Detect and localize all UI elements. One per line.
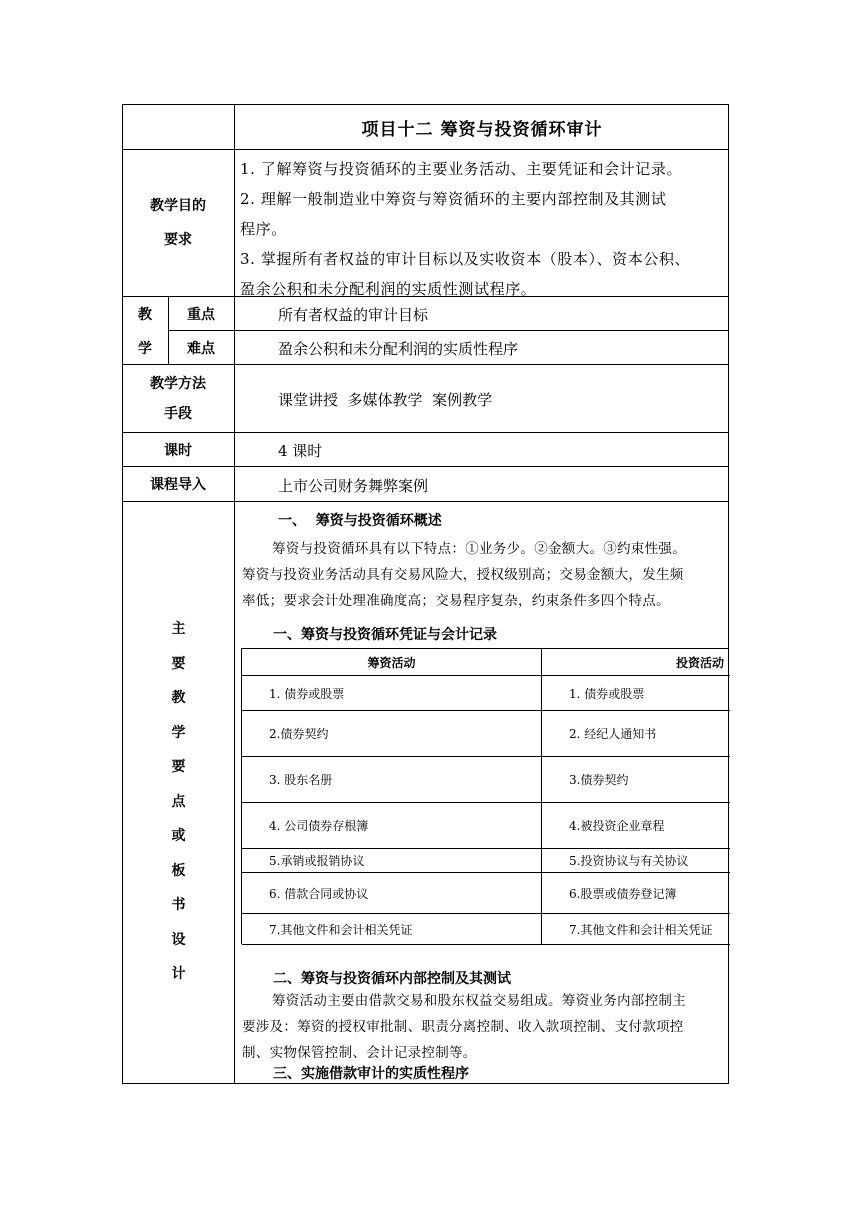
goal-line: 3. 掌握所有者权益的审计目标以及实收资本（股本）、资本公积、 — [240, 250, 691, 268]
difficulty-label: 难点 — [187, 340, 215, 357]
method-label-line2: 手段 — [164, 405, 192, 422]
section-heading: 一、 筹资与投资循环概述 — [278, 513, 442, 529]
main-label-char: 教 — [171, 690, 186, 706]
table-cell: 6.股票或债券登记簿 — [569, 886, 677, 901]
vouchers-table — [241, 648, 729, 944]
paragraph-line: 要涉及：筹资的授权审批制、职责分离控制、收入款项控制、支付款项控 — [242, 1019, 684, 1035]
main-label-char: 设 — [171, 931, 186, 948]
section-paragraph — [242, 536, 726, 614]
goal-line: 盈余公积和未分配利润的实质性测试程序。 — [240, 280, 537, 298]
main-points-label — [122, 612, 235, 992]
key-point-value: 所有者权益的审计目标 — [278, 306, 429, 324]
section-heading: 一、筹资与投资循环凭证与会计记录 — [273, 627, 497, 643]
hours-label: 课时 — [164, 442, 192, 459]
goal-line: 1. 了解筹资与投资循环的主要业务活动、主要凭证和会计记录。 — [240, 160, 683, 178]
goals-label-line2: 要求 — [164, 232, 192, 248]
table-cell: 3. 股东名册 — [269, 773, 333, 787]
main-label-char: 主 — [171, 621, 186, 637]
table-cell: 1. 债券或股票 — [569, 686, 645, 701]
intro-label: 课程导入 — [150, 477, 206, 493]
intro-value: 上市公司财务舞弊案例 — [278, 477, 429, 495]
main-label-char: 要 — [171, 655, 186, 672]
section-paragraph — [242, 988, 726, 1066]
row-divider — [168, 330, 729, 331]
goals-label-line1: 教学目的 — [150, 198, 206, 214]
main-label-char: 板 — [171, 862, 186, 879]
table-cell: 2. 经纪人通知书 — [569, 727, 657, 741]
paragraph-line: 筹资活动主要由借款交易和股东权益交易组成。筹资业务内部控制主 — [272, 993, 686, 1009]
table-cell: 5.投资协议与有关协议 — [569, 854, 689, 868]
main-label-char: 学 — [171, 724, 186, 741]
table-cell: 2.债券契约 — [269, 727, 329, 741]
table-cell: 7.其他文件和会计相关凭证 — [569, 922, 713, 937]
goals-label — [122, 150, 234, 296]
table-cell: 7.其他文件和会计相关凭证 — [269, 922, 413, 937]
table-cell: 5.承销或报销协议 — [269, 854, 365, 868]
section-heading: 二、筹资与投资循环内部控制及其测试 — [273, 971, 511, 987]
row-divider — [122, 501, 729, 502]
paragraph-line: 筹资与投资业务活动具有交易风险大，授权级别高；交易金额大，发生频 — [242, 567, 684, 583]
goal-line: 程序。 — [240, 220, 287, 238]
table-row-divider — [242, 944, 730, 945]
page-title: 项目十二 筹资与投资循环审计 — [361, 119, 603, 140]
paragraph-line: 率低；要求会计处理准确度高；交易程序复杂，约束条件多四个特点。 — [242, 593, 670, 609]
main-label-char: 书 — [171, 897, 186, 913]
table-header: 投资活动 — [675, 655, 724, 670]
teaching-label-top: 教 — [138, 306, 152, 323]
section-heading: 三、实施借款审计的实质性程序 — [273, 1066, 469, 1082]
table-cell: 6. 借款合同或协议 — [269, 886, 369, 901]
hours-value: 4 课时 — [278, 442, 323, 460]
table-column-divider — [541, 649, 542, 945]
table-cell: 4. 公司债券存根簿 — [269, 819, 369, 833]
goals-list — [240, 154, 724, 304]
table-cell: 4.被投资企业章程 — [569, 819, 665, 833]
table-header: 筹资活动 — [367, 655, 416, 670]
main-label-char: 计 — [171, 966, 186, 982]
goal-line: 2. 理解一般制造业中筹资与筹资循环的主要内部控制及其测试 — [240, 190, 667, 208]
main-label-char: 要 — [171, 759, 186, 775]
main-label-char: 或 — [171, 828, 186, 844]
table-cell: 1. 债券或股票 — [269, 686, 345, 701]
paragraph-line: 筹资与投资循环具有以下特点：①业务少。②金额大。③约束性强。 — [272, 541, 686, 557]
main-label-char: 点 — [171, 793, 186, 810]
method-value: 课堂讲授 多媒体教学 案例教学 — [278, 391, 493, 409]
table-cell: 3.债券契约 — [569, 773, 629, 787]
method-label — [122, 365, 234, 432]
key-point-label: 重点 — [187, 306, 215, 323]
difficulty-value: 盈余公积和未分配利润的实质性程序 — [278, 340, 519, 358]
teaching-label-bottom: 学 — [138, 340, 152, 357]
paragraph-line: 制、实物保管控制、会计记录控制等。 — [242, 1045, 477, 1061]
method-label-line1: 教学方法 — [150, 375, 206, 392]
